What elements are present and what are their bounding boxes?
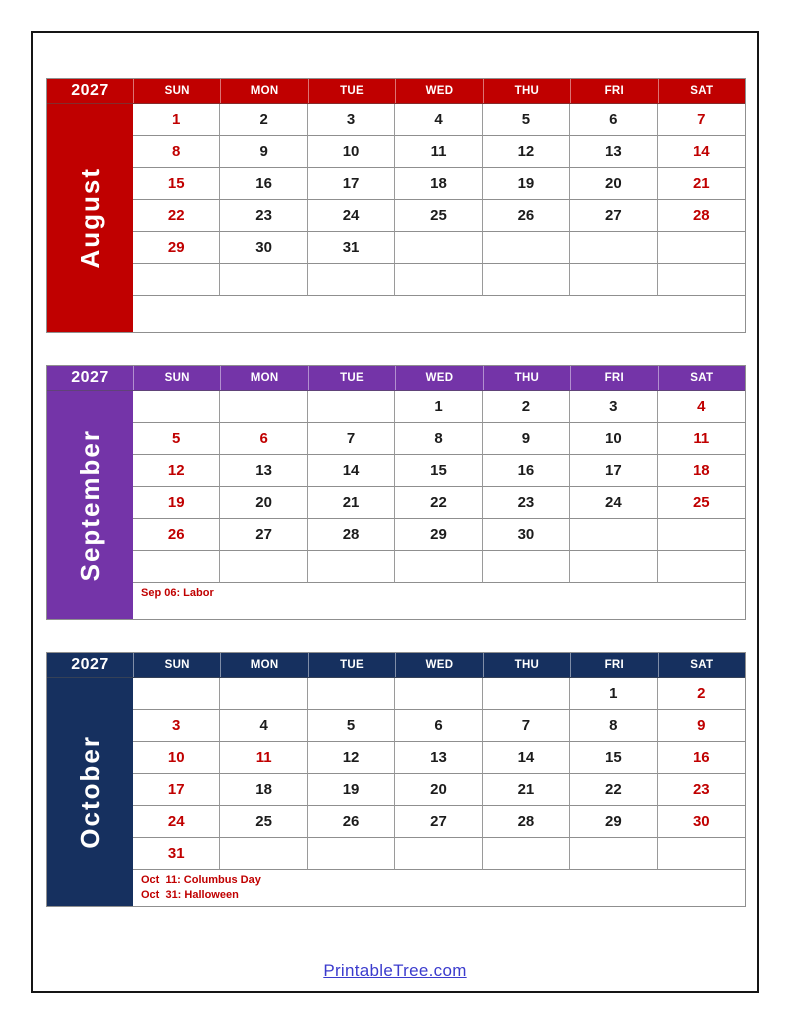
date-cell-august-28: 28 [658,200,745,232]
date-cell-august-13: 13 [570,136,657,168]
date-cell-empty [308,391,395,423]
day-header-thu: THU [483,366,570,390]
date-cell-september-25: 25 [658,487,745,519]
date-cell-august-29: 29 [133,232,220,264]
date-cell-october-21: 21 [483,774,570,806]
date-cell-october-29: 29 [570,806,657,838]
date-cell-august-4: 4 [395,104,482,136]
holiday-note: Sep 06: Labor [141,587,214,599]
day-header-tue: TUE [308,366,395,390]
month-sidebar [47,678,133,906]
date-cell-august-16: 16 [220,168,307,200]
date-cell-october-2: 2 [658,678,745,710]
day-header-thu: THU [483,79,570,103]
date-cell-empty [308,678,395,710]
day-header-mon: MON [220,653,307,677]
date-cell-september-12: 12 [133,455,220,487]
date-cell-october-6: 6 [395,710,482,742]
date-cell-september-9: 9 [483,423,570,455]
date-cell-empty [220,264,307,296]
date-cell-october-8: 8 [570,710,657,742]
date-cell-september-1: 1 [395,391,482,423]
date-cell-empty [395,838,482,870]
calendar-header-row [47,653,745,678]
date-cell-october-30: 30 [658,806,745,838]
date-cell-empty [658,551,745,583]
year-label: 2027 [71,369,109,386]
month-sidebar [47,391,133,619]
date-cell-september-5: 5 [133,423,220,455]
day-header-mon: MON [220,79,307,103]
date-grid [133,391,745,583]
date-cell-september-27: 27 [220,519,307,551]
day-header-row [133,653,745,677]
date-cell-september-3: 3 [570,391,657,423]
date-cell-empty [483,551,570,583]
day-header-fri: FRI [570,366,657,390]
calendar-body [47,391,745,619]
date-cell-empty [220,838,307,870]
date-cell-october-31: 31 [133,838,220,870]
date-cell-october-17: 17 [133,774,220,806]
date-cell-october-22: 22 [570,774,657,806]
date-cell-august-26: 26 [483,200,570,232]
date-cell-empty [308,264,395,296]
date-cell-october-26: 26 [308,806,395,838]
date-cell-october-19: 19 [308,774,395,806]
date-cell-august-24: 24 [308,200,395,232]
day-header-sun: SUN [133,653,220,677]
date-cell-september-29: 29 [395,519,482,551]
day-header-thu: THU [483,653,570,677]
date-cell-august-12: 12 [483,136,570,168]
date-cell-september-2: 2 [483,391,570,423]
day-header-wed: WED [395,366,482,390]
day-header-sat: SAT [658,366,745,390]
date-cell-october-12: 12 [308,742,395,774]
date-cell-empty [483,264,570,296]
date-cell-empty [395,232,482,264]
date-cell-empty [658,232,745,264]
date-cell-september-7: 7 [308,423,395,455]
date-cell-october-15: 15 [570,742,657,774]
month-name-label: October [74,735,105,849]
day-header-mon: MON [220,366,307,390]
date-cell-september-21: 21 [308,487,395,519]
month-name-label: September [74,428,105,582]
date-cell-october-14: 14 [483,742,570,774]
date-cell-empty [570,519,657,551]
date-cell-october-1: 1 [570,678,657,710]
date-cell-october-5: 5 [308,710,395,742]
day-header-sun: SUN [133,79,220,103]
footer-link[interactable]: PrintableTree.com [323,961,467,980]
date-cell-august-2: 2 [220,104,307,136]
day-header-sun: SUN [133,366,220,390]
date-cell-empty [395,264,482,296]
date-grid [133,104,745,296]
date-cell-september-19: 19 [133,487,220,519]
day-header-wed: WED [395,79,482,103]
date-cell-empty [133,551,220,583]
date-cell-empty [658,838,745,870]
date-cell-empty [133,264,220,296]
date-cell-october-18: 18 [220,774,307,806]
date-cell-september-20: 20 [220,487,307,519]
date-cell-august-21: 21 [658,168,745,200]
calendar-header-row [47,366,745,391]
date-cell-september-22: 22 [395,487,482,519]
date-cell-empty [483,838,570,870]
date-cell-august-30: 30 [220,232,307,264]
date-cell-september-16: 16 [483,455,570,487]
day-header-sat: SAT [658,79,745,103]
date-cell-october-27: 27 [395,806,482,838]
date-cell-september-18: 18 [658,455,745,487]
holiday-notes [133,583,745,619]
date-cell-august-31: 31 [308,232,395,264]
date-cell-empty [395,678,482,710]
date-cell-empty [570,838,657,870]
date-cell-august-18: 18 [395,168,482,200]
date-cell-empty [570,551,657,583]
date-cell-august-22: 22 [133,200,220,232]
date-cell-october-23: 23 [658,774,745,806]
date-cell-september-13: 13 [220,455,307,487]
date-cell-august-20: 20 [570,168,657,200]
holiday-notes [133,296,745,332]
month-name-label: August [74,167,105,269]
date-cell-august-17: 17 [308,168,395,200]
day-header-row [133,366,745,390]
calendar-body [47,104,745,332]
day-header-sat: SAT [658,653,745,677]
date-cell-empty [658,264,745,296]
calendar-august [46,78,746,333]
date-cell-empty [483,232,570,264]
date-cell-september-6: 6 [220,423,307,455]
day-header-fri: FRI [570,79,657,103]
date-cell-august-8: 8 [133,136,220,168]
date-cell-august-23: 23 [220,200,307,232]
date-cell-october-24: 24 [133,806,220,838]
date-cell-september-30: 30 [483,519,570,551]
date-cell-september-23: 23 [483,487,570,519]
page-sheet [31,31,759,993]
date-cell-august-7: 7 [658,104,745,136]
date-cell-august-1: 1 [133,104,220,136]
page-footer [33,961,757,981]
date-cell-october-13: 13 [395,742,482,774]
date-cell-empty [395,551,482,583]
day-header-tue: TUE [308,653,395,677]
date-cell-october-25: 25 [220,806,307,838]
holiday-notes [133,870,745,906]
date-cell-august-3: 3 [308,104,395,136]
date-cell-empty [133,678,220,710]
date-cell-empty [308,551,395,583]
holiday-note: Oct 31: Halloween [141,888,239,901]
date-cell-empty [483,678,570,710]
date-cell-empty [220,391,307,423]
calendar-body [47,678,745,906]
date-cell-october-3: 3 [133,710,220,742]
day-header-tue: TUE [308,79,395,103]
date-cell-empty [220,551,307,583]
holiday-note: Oct 11: Columbus Day [141,874,261,886]
date-cell-october-10: 10 [133,742,220,774]
date-cell-september-14: 14 [308,455,395,487]
date-cell-september-28: 28 [308,519,395,551]
date-cell-empty [308,838,395,870]
date-cell-september-8: 8 [395,423,482,455]
date-cell-august-6: 6 [570,104,657,136]
date-cell-august-11: 11 [395,136,482,168]
date-cell-august-15: 15 [133,168,220,200]
calendar-september [46,365,746,620]
year-label: 2027 [71,656,109,673]
date-cell-empty [658,519,745,551]
date-cell-october-28: 28 [483,806,570,838]
date-cell-september-24: 24 [570,487,657,519]
date-cell-august-25: 25 [395,200,482,232]
date-cell-empty [570,264,657,296]
year-label: 2027 [71,82,109,99]
month-sidebar [47,104,133,332]
date-cell-october-4: 4 [220,710,307,742]
calendar-header-row [47,79,745,104]
calendar-october [46,652,746,907]
date-cell-august-14: 14 [658,136,745,168]
date-cell-empty [220,678,307,710]
date-cell-august-27: 27 [570,200,657,232]
date-cell-october-20: 20 [395,774,482,806]
date-cell-august-10: 10 [308,136,395,168]
date-cell-september-4: 4 [658,391,745,423]
day-header-wed: WED [395,653,482,677]
date-cell-empty [133,391,220,423]
date-cell-october-11: 11 [220,742,307,774]
date-cell-october-7: 7 [483,710,570,742]
date-cell-august-9: 9 [220,136,307,168]
date-cell-empty [570,232,657,264]
date-cell-august-5: 5 [483,104,570,136]
date-cell-september-26: 26 [133,519,220,551]
day-header-row [133,79,745,103]
date-cell-september-15: 15 [395,455,482,487]
date-cell-september-11: 11 [658,423,745,455]
date-cell-october-9: 9 [658,710,745,742]
date-cell-august-19: 19 [483,168,570,200]
date-cell-september-10: 10 [570,423,657,455]
date-cell-october-16: 16 [658,742,745,774]
day-header-fri: FRI [570,653,657,677]
date-grid [133,678,745,870]
date-cell-september-17: 17 [570,455,657,487]
